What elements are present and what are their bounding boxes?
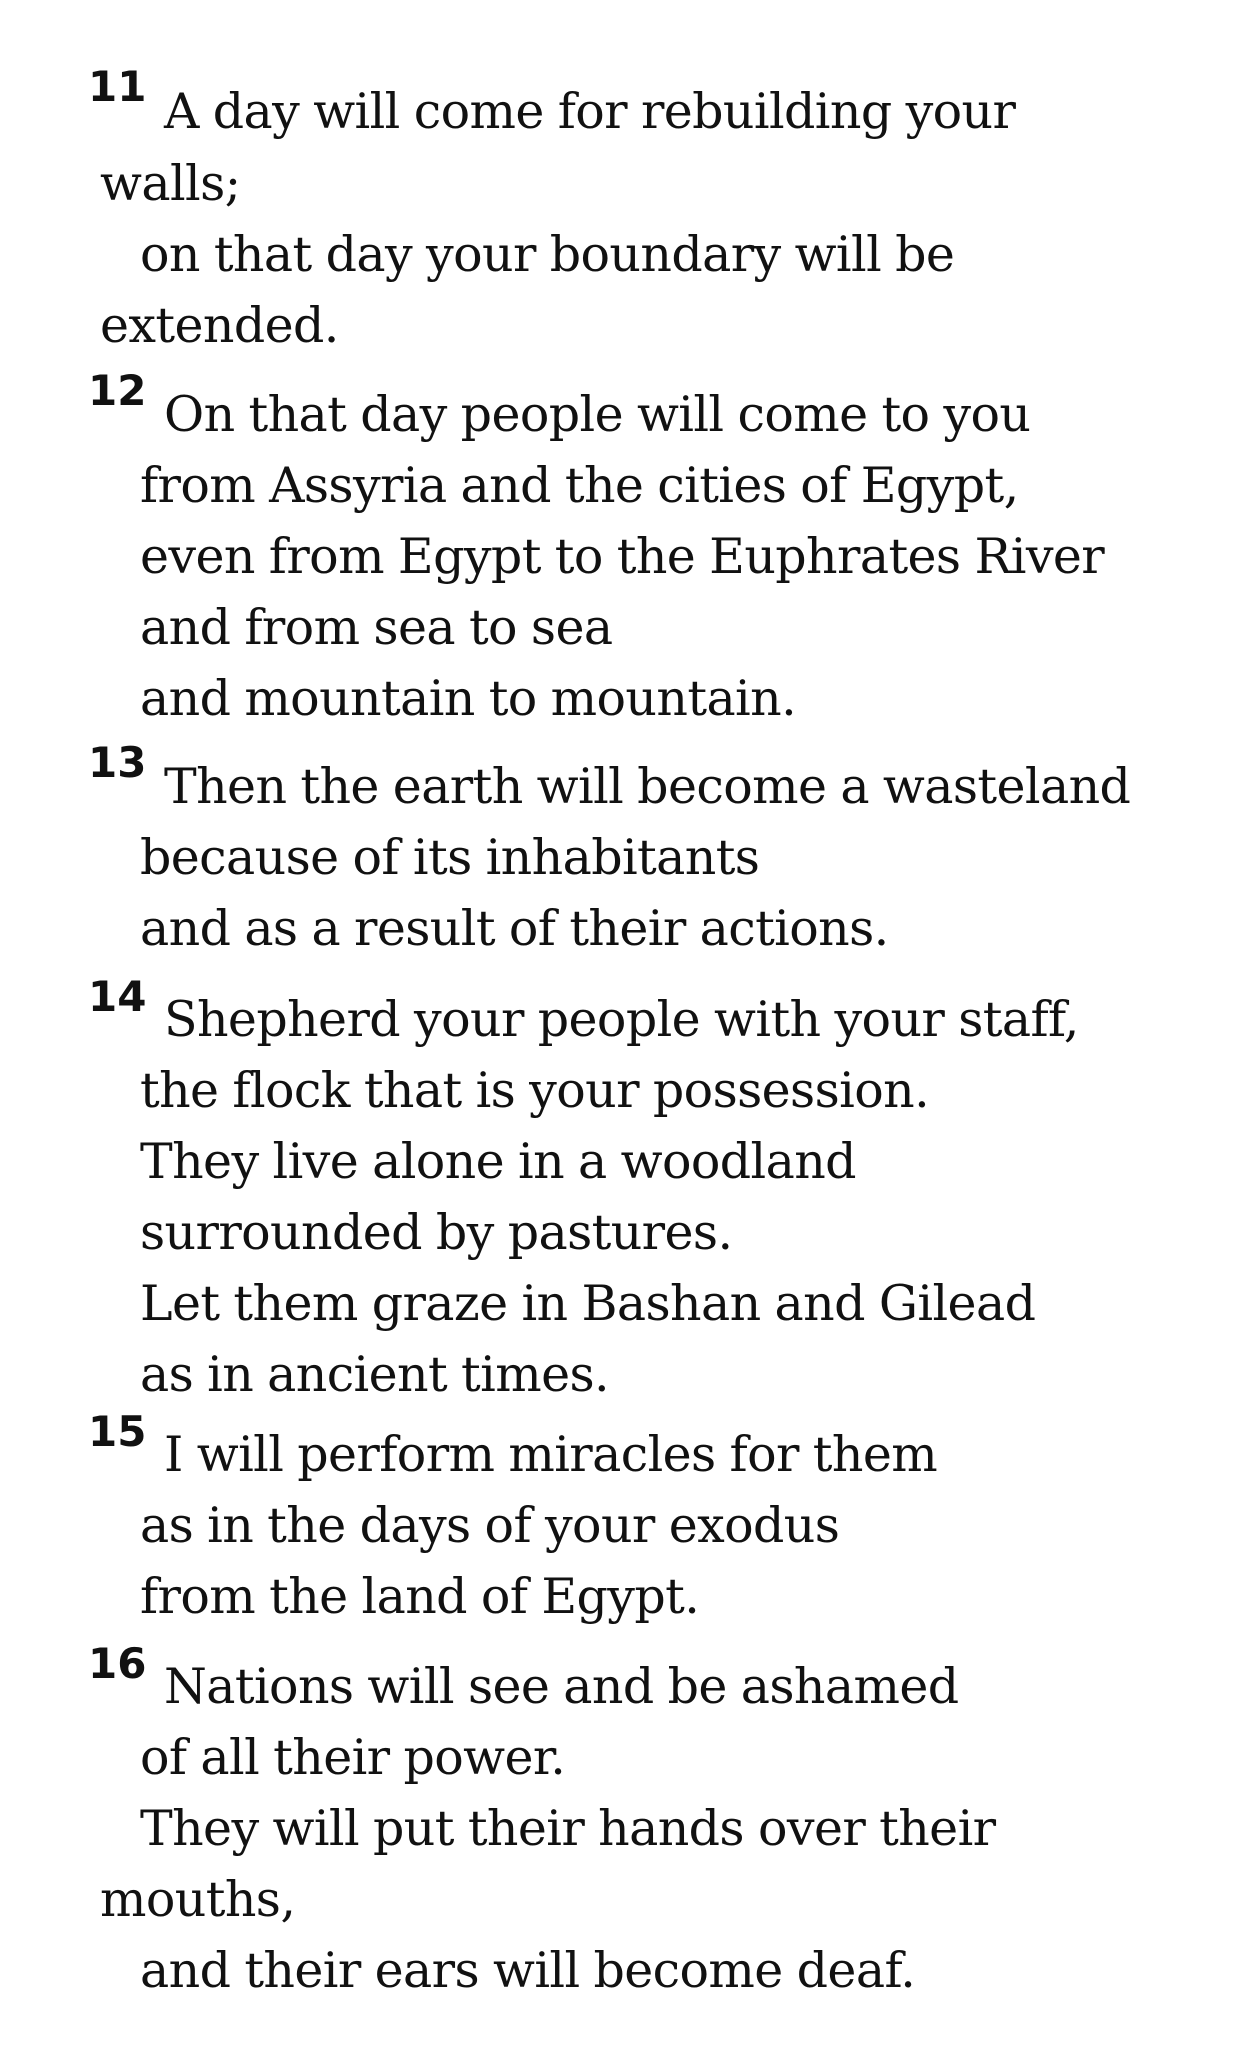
verse-line: as in ancient times. (140, 1346, 609, 1403)
verse-line: I will perform miracles for them (164, 1426, 938, 1483)
verse-line: because of its inhabitants (140, 829, 760, 886)
verse-line: Shepherd your people with your staff, (164, 991, 1079, 1048)
verse-number: 13 (88, 738, 147, 787)
verse-number: 15 (88, 1407, 147, 1456)
verse-line: mouths, (100, 1871, 296, 1928)
verse-line: surrounded by pastures. (140, 1204, 733, 1261)
verse-line: from the land of Egypt. (140, 1568, 700, 1625)
verse-line: Then the earth will become a wasteland (164, 758, 1131, 815)
verse-line: They live alone in a woodland (140, 1133, 856, 1190)
verse-line: on that day your boundary will be (140, 226, 955, 283)
verse-number: 14 (88, 972, 147, 1021)
verse-line: and as a result of their actions. (140, 900, 889, 957)
verse-line: of all their power. (140, 1729, 566, 1786)
verse-line: A day will come for rebuilding your (164, 83, 1016, 140)
verse-line: Nations will see and be ashamed (164, 1658, 959, 1715)
verse-number: 16 (88, 1639, 147, 1688)
verse-line: extended. (100, 297, 339, 354)
verse-line: even from Egypt to the Euphrates River (140, 528, 1105, 585)
verse-number: 12 (88, 366, 147, 415)
verse-line: from Assyria and the cities of Egypt, (140, 457, 1019, 514)
verse-number: 11 (88, 62, 147, 111)
verse-line: They will put their hands over their (140, 1800, 996, 1857)
verse-line: and their ears will become deaf. (140, 1942, 916, 1999)
verse-line: walls; (100, 155, 241, 212)
verse-line: Let them graze in Bashan and Gilead (140, 1275, 1036, 1332)
verse-line: the flock that is your possession. (140, 1062, 930, 1119)
verse-line: On that day people will come to you (164, 386, 1031, 443)
verse-line: and mountain to mountain. (140, 670, 797, 727)
verse-line: as in the days of your exodus (140, 1497, 840, 1554)
verse-line: and from sea to sea (140, 599, 613, 656)
